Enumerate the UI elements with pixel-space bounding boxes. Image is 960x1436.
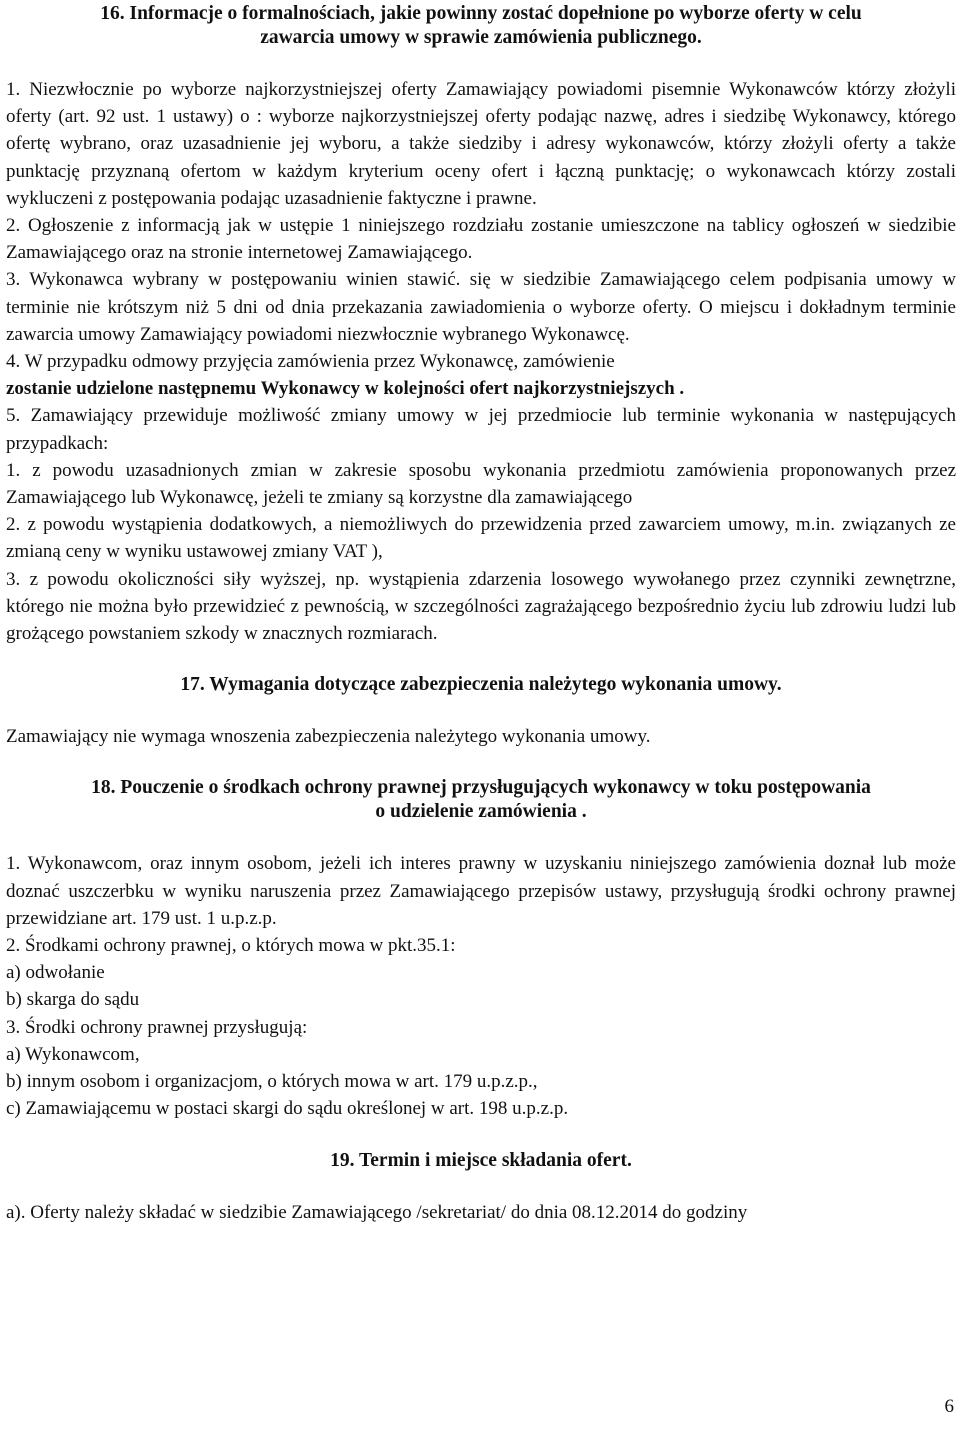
section-16-paragraph-1: 1. Niezwłocznie po wyborze najkorzystniejszej oferty Zamawiający powiadomi pisemnie Wykonawców którzy złożyli oferty (art. 92 ust. 1 ustawy) o : wyborze najkorzystniejszej oferty podając nazwę, adres i siedzibę Wykonawcy, którego ofertę wybrano, oraz uzasadnienie jej wyboru, a także siedziby i adresy wykonawców, którzy złożyli oferty a także punktację przyznaną ofertom w każdym kryterium oceny ofert i łączną punktację; o wykonawcach którzy zostali wykluczeni z postępowania podając uzasadnienie faktyczne i prawne. — [6, 79, 956, 209]
section-18-title-line1: 18. Pouczenie o środkach ochrony prawnej przysługujących wykonawcy w toku postępowania — [91, 777, 871, 799]
section-16-paragraph-5: 5. Zamawiający przewiduje możliwość zmiany umowy w jej przedmiocie lub terminie wykonania w następujących przypadkach: — [6, 405, 956, 454]
section-16-paragraph-4 — [6, 348, 956, 402]
section-17-title: 17. Wymagania dotyczące zabezpieczenia należytego wykonania umowy. — [180, 674, 782, 696]
page-number: 6 — [944, 1396, 954, 1417]
section-18-item-3c: c) Zamawiającemu w postaci skargi do sądu określonej w art. 198 u.p.z.p. — [6, 1098, 569, 1120]
section-18-paragraph-2: 2. Środkami ochrony prawnej, o których mowa w pkt.35.1: — [6, 935, 456, 957]
section-16-item-3: 3. z powodu okoliczności siły wyższej, np. wystąpienia zdarzenia losowego wywołanego przez czynniki zewnętrzne, którego nie można było przewidzieć z pewnością, w szczególności zagrażającego bezpośrednio życiu lub zdrowiu ludzi lub grożącego powstaniem szkody w znacznych rozmiarach. — [6, 568, 956, 645]
section-19-paragraph-1: a). Oferty należy składać w siedzibie Zamawiającego /sekretariat/ do dnia 08.12.2014 do godziny — [6, 1201, 748, 1223]
section-17-paragraph-1: Zamawiający nie wymaga wnoszenia zabezpieczenia należytego wykonania umowy. — [6, 726, 651, 748]
section-16-paragraph-3: 3. Wykonawca wybrany w postępowaniu winien stawić. się w siedzibie Zamawiającego celem podpisania umowy w terminie nie krótszym niż 5 dni od dnia przekazania zawiadomienia o wyborze oferty. O miejscu i dokładnym terminie zawarcia umowy Zamawiający powiadomi niezwłocznie wybranego Wykonawcę. — [6, 269, 956, 345]
section-16-title-line2: zawarcia umowy w sprawie zamówienia publicznego. — [260, 27, 702, 48]
section-18-paragraph-1: 1. Wykonawcom, oraz innym osobom, jeżeli ich interes prawny w uzyskaniu niniejszego zamówienia doznał lub może doznać uszczerbku w wyniku naruszenia przez Zamawiającego przepisów ustawy, przysługują środki ochrony prawnej przewidziane art. 179 ust. 1 u.p.z.p. — [6, 853, 956, 929]
section-18-item-a: a) odwołanie — [6, 962, 105, 984]
section-16-title-line1: 16. Informacje o formalnościach, jakie powinny zostać dopełnione po wyborze oferty w celu — [100, 3, 862, 24]
section-18-item-3b: b) innym osobom i organizacjom, o których mowa w art. 179 u.p.z.p., — [6, 1071, 538, 1093]
section-18-item-b: b) skarga do sądu — [6, 989, 140, 1011]
section-18-paragraph-3: 3. Środki ochrony prawnej przysługują: — [6, 1016, 308, 1038]
section-16-paragraph-2: 2. Ogłoszenie z informacją jak w ustępie 1 niniejszego rozdziału zostanie umieszczone na tablicy ogłoszeń w siedzibie Zamawiającego oraz na stronie internetowej Zamawiającego. — [6, 215, 956, 264]
document-page — [6, 0, 956, 1226]
section-16-paragraph-4-bold: zostanie udzielone następnemu Wykonawcy w kolejności ofert najkorzystniejszych . — [6, 378, 685, 400]
section-18-title-line2: o udzielenie zamówienia . — [375, 801, 587, 823]
section-19-title: 19. Termin i miejsce składania ofert. — [330, 1149, 632, 1171]
section-16-item-1: 1. z powodu uzasadnionych zmian w zakresie sposobu wykonania przedmiotu zamówienia proponowanych przez Zamawiającego lub Wykonawcę, jeżeli te zmiany są korzystne dla zamawiającego — [6, 459, 956, 509]
section-18-item-3a: a) Wykonawcom, — [6, 1043, 140, 1065]
section-16-paragraph-4-normal: 4. W przypadku odmowy przyjęcia zamówienia przez Wykonawcę, zamówienie — [6, 351, 615, 373]
section-16-item-2: 2. z powodu wystąpienia dodatkowych, a niemożliwych do przewidzenia przed zawarciem umowy, m.in. związanych ze zmianą ceny w wyniku ustawowej zmiany VAT ), — [6, 514, 956, 563]
